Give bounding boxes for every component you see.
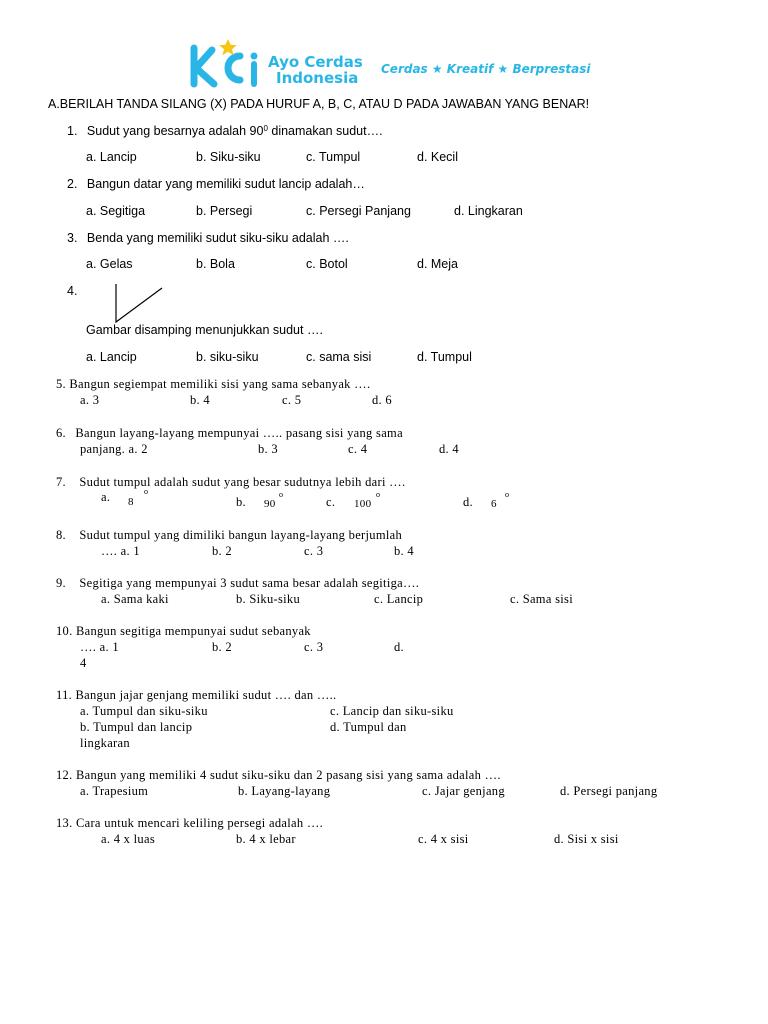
q4-option-c[interactable]: c. sama sisi bbox=[306, 350, 372, 364]
kci-logo-icon bbox=[186, 38, 264, 90]
angle-figure bbox=[110, 282, 166, 324]
question-text: Bangun segiempat memiliki sisi yang sama sebanyak …. bbox=[69, 377, 371, 391]
question-number: 3. bbox=[67, 231, 78, 245]
q13-option-b[interactable]: b. 4 x lebar bbox=[236, 832, 296, 846]
option-letter: b. bbox=[236, 495, 246, 509]
q12-option-d[interactable]: d. Persegi panjang bbox=[560, 784, 658, 798]
question-text: Bangun datar yang memiliki sudut lancip adalah… bbox=[86, 177, 365, 191]
option-letter: d. bbox=[463, 495, 473, 509]
q11-option-d-continued: lingkaran bbox=[80, 736, 130, 750]
question-8-line2[interactable]: …. a. 1 bbox=[101, 544, 140, 558]
logo-brand-line1: Ayo Cerdas bbox=[268, 53, 363, 71]
q10-option-b[interactable]: b. 2 bbox=[212, 640, 232, 654]
q3-option-b[interactable]: b. Bola bbox=[196, 257, 235, 271]
question-text: Segitiga yang mempunyai 3 sudut sama besar adalah segitiga…. bbox=[79, 576, 420, 590]
question-4-number: 4. bbox=[67, 284, 78, 298]
question-8 bbox=[56, 528, 402, 543]
q11-option-b[interactable]: b. Tumpul dan lancip bbox=[80, 720, 193, 734]
question-text: Bangun yang memiliki 4 sudut siku-siku dan 2 pasang sisi yang sama adalah …. bbox=[75, 768, 501, 782]
q1-option-b[interactable]: b. Siku-siku bbox=[196, 150, 261, 164]
q13-option-c[interactable]: c. 4 x sisi bbox=[418, 832, 469, 846]
question-text: Bangun jajar genjang memiliki sudut …. dan ….. bbox=[75, 688, 337, 702]
q9-option-c[interactable]: c. Lancip bbox=[374, 592, 424, 606]
question-10-line2[interactable]: …. a. 1 bbox=[80, 640, 119, 654]
q4-option-b[interactable]: b. siku-siku bbox=[196, 350, 259, 364]
q12-option-b[interactable]: b. Layang-layang bbox=[238, 784, 331, 798]
question-text: Bangun segitiga mempunyai sudut sebanyak bbox=[75, 624, 311, 638]
logo-brand-line2: Indonesia bbox=[276, 69, 359, 87]
q8-option-d[interactable]: b. 4 bbox=[394, 544, 414, 558]
question-number: 11. bbox=[56, 688, 73, 702]
q6-option-b[interactable]: b. 3 bbox=[258, 442, 278, 456]
question-10 bbox=[56, 624, 311, 639]
question-13 bbox=[56, 816, 323, 831]
q1-option-d[interactable]: d. Kecil bbox=[417, 150, 458, 164]
q5-option-b[interactable]: b. 4 bbox=[190, 393, 210, 407]
q2-option-b[interactable]: b. Persegi bbox=[196, 204, 253, 218]
option-letter: c. bbox=[326, 495, 336, 509]
question-number: 7. bbox=[56, 475, 66, 489]
question-number: 1. bbox=[67, 124, 78, 138]
question-text: Sudut tumpul yang dimiliki bangun layang-layang berjumlah bbox=[79, 528, 403, 542]
q6-option-d[interactable]: d. 4 bbox=[439, 442, 459, 456]
question-number: 9. bbox=[56, 576, 66, 590]
degree-symbol: o bbox=[376, 490, 381, 499]
question-9 bbox=[56, 576, 419, 591]
option-value: 90 bbox=[264, 498, 276, 510]
question-2 bbox=[67, 177, 365, 191]
q13-option-a[interactable]: a. 4 x luas bbox=[101, 832, 155, 846]
question-text: Benda yang memiliki sudut siku-siku adalah …. bbox=[86, 231, 349, 245]
q4-option-d[interactable]: d. Tumpul bbox=[417, 350, 472, 364]
question-3 bbox=[67, 231, 349, 245]
question-text: Sudut yang besarnya adalah 90 bbox=[86, 124, 264, 138]
q12-option-a[interactable]: a. Trapesium bbox=[80, 784, 149, 798]
option-value: 6 bbox=[491, 498, 497, 510]
degree-symbol: o bbox=[505, 490, 510, 499]
q11-option-a[interactable]: a. Tumpul dan siku-siku bbox=[80, 704, 208, 718]
question-number: 2. bbox=[67, 177, 78, 191]
degree-symbol: o bbox=[279, 490, 284, 499]
question-6 bbox=[56, 426, 403, 441]
q8-option-c[interactable]: c. 3 bbox=[304, 544, 324, 558]
option-value: 100 bbox=[354, 498, 372, 510]
question-number: 6. bbox=[56, 426, 66, 440]
q10-option-d[interactable]: d. bbox=[394, 640, 404, 654]
superscript: 0 bbox=[263, 124, 268, 133]
q1-option-c[interactable]: c. Tumpul bbox=[306, 150, 361, 164]
q4-option-a[interactable]: a. Lancip bbox=[86, 350, 137, 364]
question-11 bbox=[56, 688, 336, 703]
q3-option-c[interactable]: c. Botol bbox=[306, 257, 348, 271]
q13-option-d[interactable]: d. Sisi x sisi bbox=[554, 832, 619, 846]
option-value: 8 bbox=[128, 496, 134, 508]
q9-option-d[interactable]: c. Sama sisi bbox=[510, 592, 573, 606]
q10-option-c[interactable]: c. 3 bbox=[304, 640, 324, 654]
question-text-suffix: dinamakan sudut…. bbox=[267, 124, 383, 138]
question-12 bbox=[56, 768, 501, 783]
question-text: Sudut tumpul adalah sudut yang besar sudutnya lebih dari …. bbox=[79, 475, 406, 489]
q1-option-a[interactable]: a. Lancip bbox=[86, 150, 137, 164]
question-6-line2[interactable]: panjang. a. 2 bbox=[80, 442, 148, 456]
question-text: Bangun layang-layang mempunyai ….. pasang sisi yang sama bbox=[75, 426, 403, 440]
q8-option-b[interactable]: b. 2 bbox=[212, 544, 232, 558]
question-7 bbox=[56, 475, 405, 490]
q11-option-c[interactable]: c. Lancip dan siku-siku bbox=[330, 704, 454, 718]
question-number: 8. bbox=[56, 528, 66, 542]
question-10-line3: 4 bbox=[80, 656, 87, 670]
q5-option-d[interactable]: d. 6 bbox=[372, 393, 392, 407]
q2-option-a[interactable]: a. Segitiga bbox=[86, 204, 146, 218]
q6-option-c[interactable]: c. 4 bbox=[348, 442, 368, 456]
q11-option-d[interactable]: d. Tumpul dan bbox=[330, 720, 407, 734]
question-1 bbox=[67, 124, 383, 138]
q3-option-a[interactable]: a. Gelas bbox=[86, 257, 133, 271]
q5-option-c[interactable]: c. 5 bbox=[282, 393, 302, 407]
question-number: 5. bbox=[56, 377, 66, 391]
question-number: 13. bbox=[56, 816, 73, 830]
q2-option-c[interactable]: c. Persegi Panjang bbox=[306, 204, 411, 218]
degree-symbol: o bbox=[144, 487, 149, 496]
q5-option-a[interactable]: a. 3 bbox=[80, 393, 100, 407]
question-number: 10. bbox=[56, 624, 73, 638]
section-title: A.BERILAH TANDA SILANG (X) PADA HURUF A, B, C, ATAU D PADA JAWABAN YANG BENAR! bbox=[48, 97, 590, 111]
q2-option-d[interactable]: d. Lingkaran bbox=[454, 204, 523, 218]
q3-option-d[interactable]: d. Meja bbox=[417, 257, 458, 271]
q9-option-a[interactable]: a. Sama kaki bbox=[101, 592, 169, 606]
question-number: 12. bbox=[56, 768, 73, 782]
question-5 bbox=[56, 377, 370, 392]
q12-option-c[interactable]: c. Jajar genjang bbox=[422, 784, 505, 798]
question-text: Cara untuk mencari keliling persegi adalah …. bbox=[75, 816, 324, 830]
option-letter: a. bbox=[101, 490, 111, 504]
logo-tagline: Cerdas ★ Kreatif ★ Berprestasi bbox=[381, 62, 591, 76]
question-4-text: Gambar disamping menunjukkan sudut …. bbox=[86, 323, 323, 337]
q9-option-b[interactable]: b. Siku-siku bbox=[236, 592, 301, 606]
